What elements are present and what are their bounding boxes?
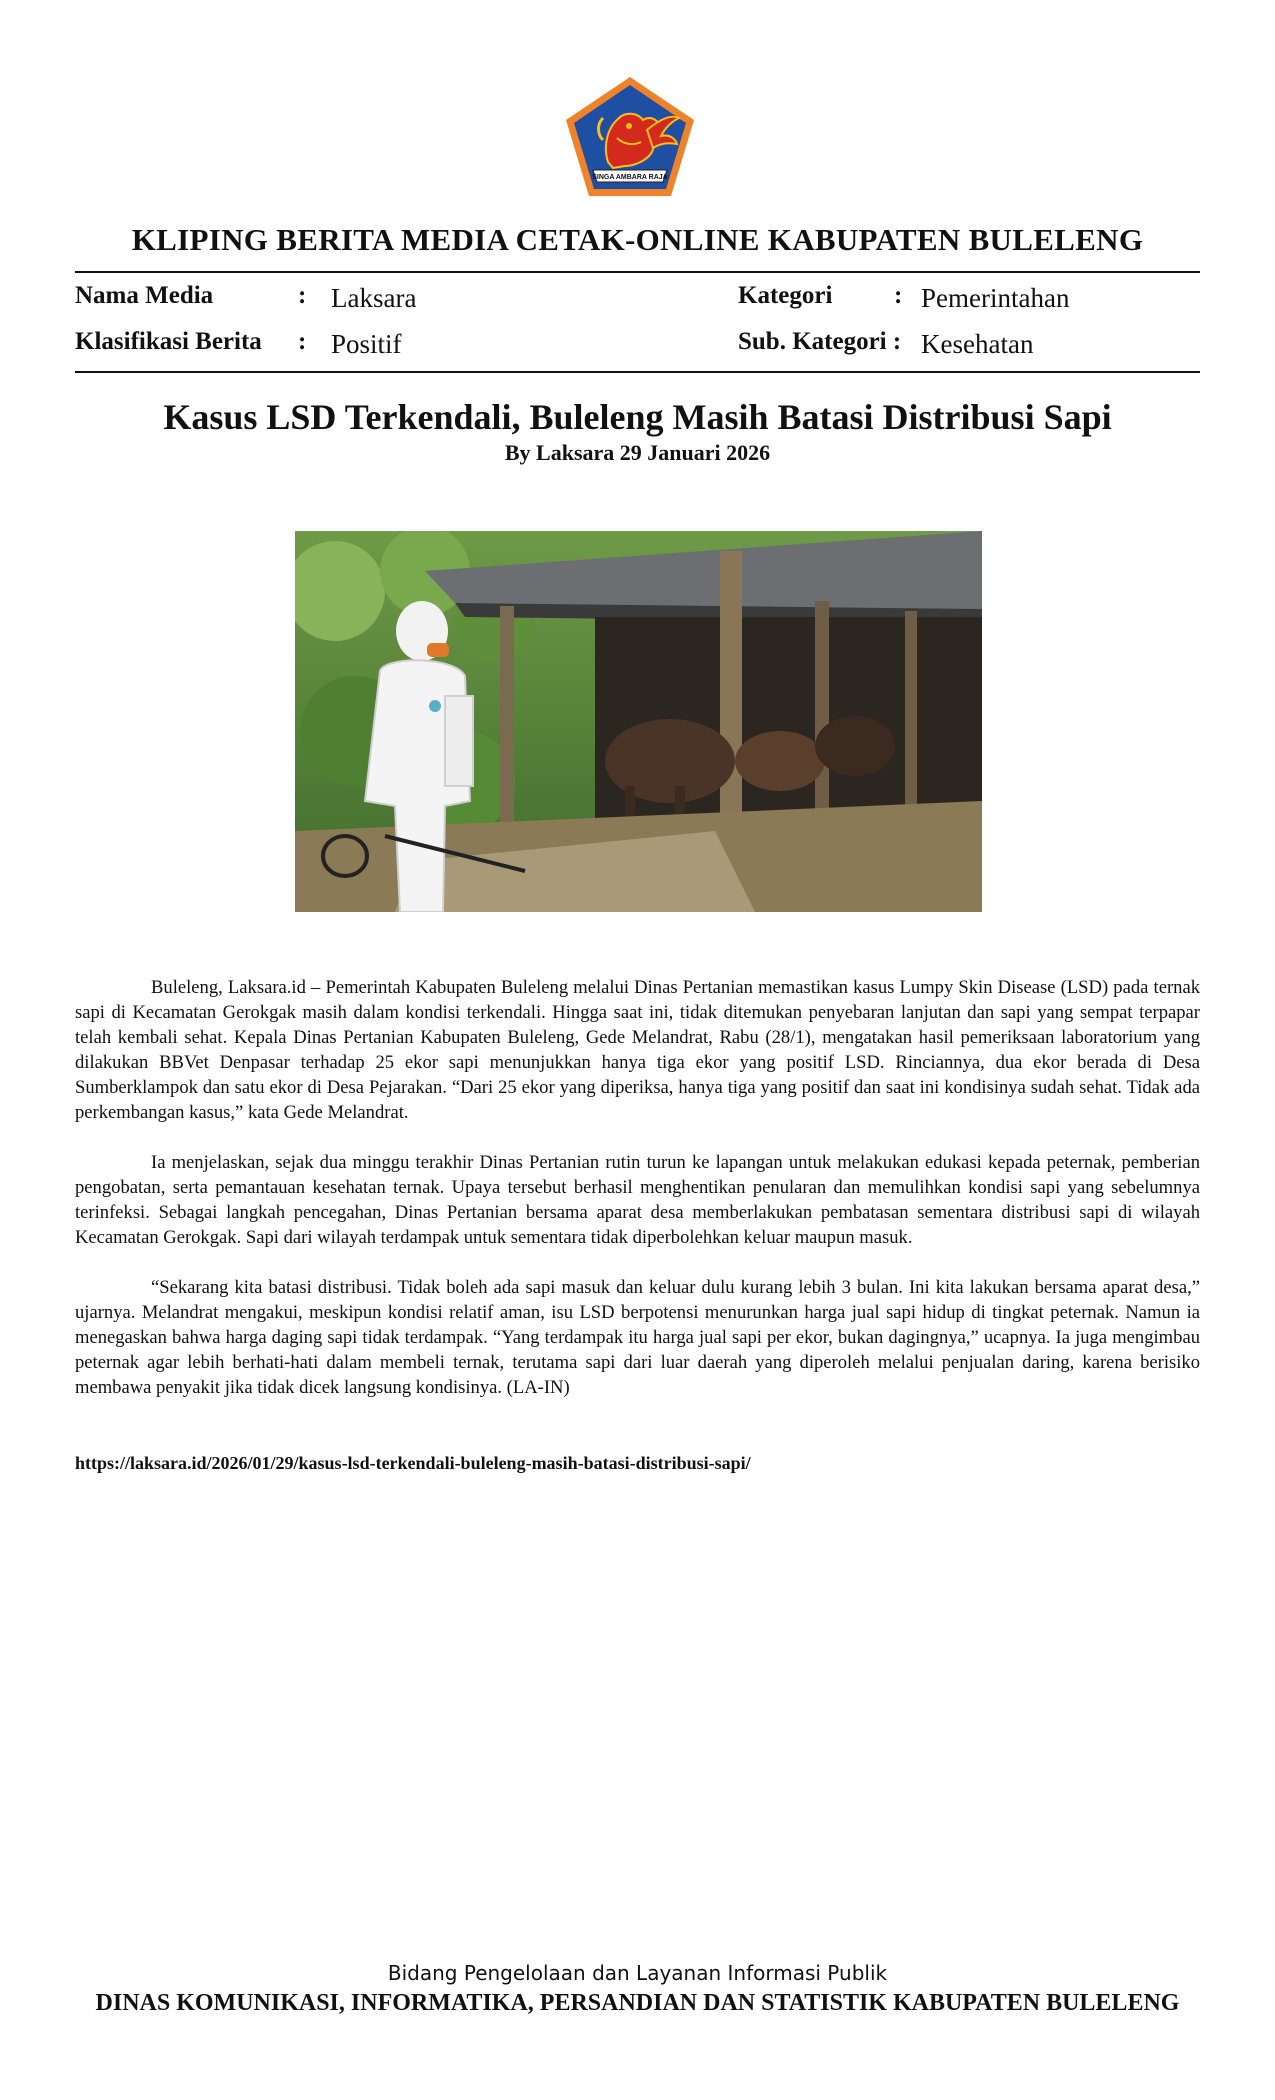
kategori-colon: : (894, 282, 903, 309)
kategori-label: Kategori (738, 282, 833, 309)
klasifikasi-label: Klasifikasi Berita (75, 328, 262, 355)
kabupaten-buleleng-seal-icon (563, 74, 697, 200)
klasifikasi-value: Positif (331, 329, 402, 359)
livestock-disinfection-photo (295, 531, 982, 912)
article-body (75, 975, 1200, 1425)
source-url-link[interactable]: https://laksara.id/2026/01/29/kasus-lsd-terkendali-buleleng-masih-batasi-distribusi-sapi/ (75, 1453, 751, 1473)
article-paragraph: Ia menjelaskan, sejak dua minggu terakhir Dinas Pertanian rutin turun ke lapangan untuk melakukan edukasi kepada peternak, pemberian pengobatan, serta pemantauan kesehatan ternak. Upaya tersebut berhasil menghentikan penularan dan memulihkan kondisi sapi yang sebelumnya terinfeksi. Sebagai langkah pencegahan, Dinas Pertanian bersama aparat desa memberlakukan pembatasan sementara distribusi sapi di wilayah Kecamatan Gerokgak. Sapi dari wilayah terdampak untuk sementara tidak diperbolehkan keluar maupun masuk. (75, 1152, 1200, 1248)
clipping-header-title: KLIPING BERITA MEDIA CETAK-ONLINE KABUPATEN BULELENG (131, 222, 1144, 257)
kategori-value: Pemerintahan (921, 283, 1070, 313)
footer-agency: DINAS KOMUNIKASI, INFORMATIKA, PERSANDIAN DAN STATISTIK KABUPATEN BULELENG (95, 1990, 1180, 2016)
meta-bottom-divider (75, 371, 1200, 373)
sub-kategori-value: Kesehatan (921, 329, 1034, 359)
seal-banner-text: SINGA AMBARA RAJA (592, 174, 668, 181)
sub-kategori-label: Sub. Kategori : (738, 328, 902, 355)
article-paragraph: “Sekarang kita batasi distribusi. Tidak boleh ada sapi masuk dan keluar dulu kurang lebih 3 bulan. Ini kita lakukan bersama aparat desa,” ujarnya. Melandrat mengakui, meskipun kondisi relatif aman, isu LSD berpotensi menurunkan harga jual sapi hidup di tingkat peternak. Namun ia menegaskan bahwa harga daging sapi tidak terdampak. “Yang terdampak itu harga jual sapi per ekor, bukan dagingnya,” ucapnya. Ia juga mengimbau peternak agar lebih berhati-hati dalam membeli ternak, terutama sapi dari luar daerah yang diperoleh melalui penjualan daring, karena berisiko membawa penyakit jika tidak dicek langsung kondisinya. (LA-IN) (75, 1277, 1200, 1398)
article-byline: By Laksara 29 Januari 2026 (504, 440, 771, 465)
klasifikasi-colon: : (298, 328, 307, 355)
nama-media-colon: : (298, 282, 307, 309)
article-title: Kasus LSD Terkendali, Buleleng Masih Batasi Distribusi Sapi (163, 397, 1112, 437)
nama-media-value: Laksara (331, 283, 417, 313)
top-divider (75, 271, 1200, 273)
footer-department: Bidang Pengelolaan dan Layanan Informasi Publik (387, 1961, 888, 1985)
article-paragraph: Buleleng, Laksara.id – Pemerintah Kabupaten Buleleng melalui Dinas Pertanian memastikan kasus Lumpy Skin Disease (LSD) pada ternak sapi di Kecamatan Gerokgak masih dalam kondisi terkendali. Hingga saat ini, tidak ditemukan penyebaran lanjutan dan sapi yang sempat terpapar telah kembali sehat. Kepala Dinas Pertanian Kabupaten Buleleng, Gede Melandrat, Rabu (28/1), mengatakan hasil pemeriksaan laboratorium yang dilakukan BBVet Denpasar terhadap 25 ekor sapi menunjukkan hanya tiga ekor yang positif LSD. Rinciannya, dua ekor berada di Desa Sumberklampok dan satu ekor di Desa Pejarakan. “Dari 25 ekor yang diperiksa, hanya tiga yang positif dan saat ini kondisinya sudah sehat. Tidak ada perkembangan kasus,” kata Gede Melandrat. (75, 977, 1200, 1123)
nama-media-label: Nama Media (75, 282, 214, 309)
